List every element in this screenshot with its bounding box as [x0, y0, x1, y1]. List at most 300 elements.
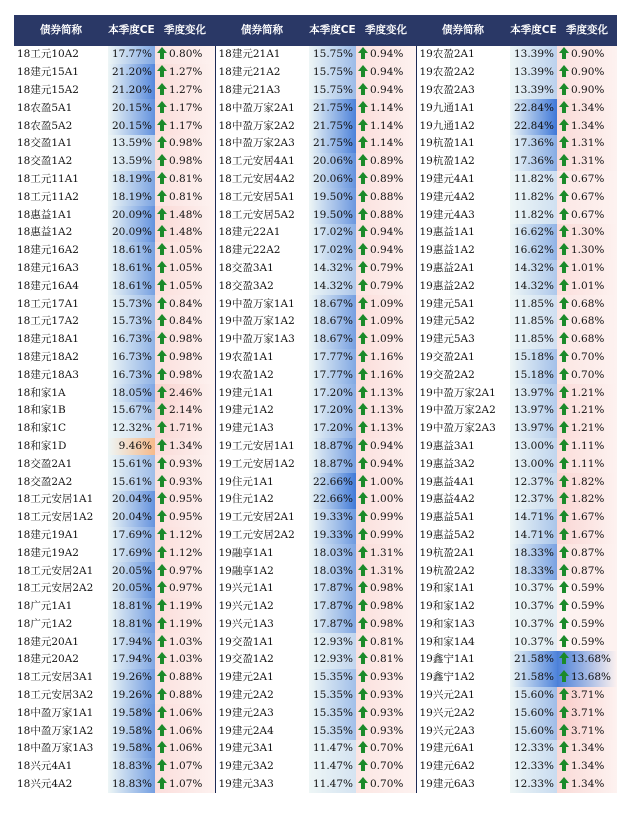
ce-value-cell: 21.20%	[108, 82, 155, 100]
header-change-2: 季度变化	[356, 15, 416, 45]
change-value: 1.31%	[370, 564, 404, 577]
table-row	[14, 153, 617, 171]
ce-value-cell: 17.20%	[309, 420, 356, 438]
bond-name-cell: 19惠益3A1	[419, 439, 475, 452]
ce-value-cell: 13.97%	[510, 402, 557, 420]
table-row	[14, 45, 617, 64]
ce-value-cell: 17.94%	[108, 651, 155, 669]
bond-name-cell: 19兴元1A3	[218, 617, 274, 630]
ce-value-cell: 13.39%	[510, 64, 557, 82]
change-value: 0.67%	[571, 208, 605, 221]
up-arrow-icon	[358, 47, 368, 53]
up-arrow-icon	[157, 617, 167, 623]
ce-value-cell: 16.73%	[108, 366, 155, 384]
table-row	[14, 438, 617, 456]
change-value: 1.67%	[571, 528, 605, 541]
quarter-change-cell	[557, 224, 617, 242]
quarter-change-cell	[155, 188, 215, 206]
ce-value-cell: 21.75%	[309, 117, 356, 135]
bond-name-cell: 19建元4A2	[419, 190, 475, 203]
change-value: 0.93%	[370, 706, 404, 719]
quarter-change-cell	[356, 260, 416, 278]
bond-name-cell: 18工元安居2A2	[17, 582, 94, 595]
change-value: 1.48%	[169, 208, 203, 221]
bond-name-cell: 18建元15A2	[17, 83, 79, 96]
quarter-change-cell	[155, 509, 215, 527]
up-arrow-icon	[358, 492, 368, 498]
up-arrow-icon	[157, 101, 167, 107]
change-value: 0.98%	[169, 368, 203, 381]
bond-name-cell: 18中盈万家1A1	[17, 706, 94, 719]
change-value: 1.34%	[571, 742, 605, 755]
bond-name-cell: 19建元2A4	[218, 724, 274, 737]
change-value: 0.59%	[571, 582, 605, 595]
bond-name-cell: 18中盈万家2A3	[218, 137, 295, 150]
change-value: 0.94%	[370, 48, 404, 61]
change-value: 1.09%	[370, 315, 404, 328]
table-row	[14, 420, 617, 438]
quarter-change-cell	[557, 366, 617, 384]
ce-value-cell: 20.15%	[108, 117, 155, 135]
bond-name-cell: 19惠益2A1	[419, 261, 475, 274]
ce-value-cell: 10.37%	[510, 616, 557, 634]
up-arrow-icon	[157, 724, 167, 730]
ce-value-cell: 20.05%	[108, 562, 155, 580]
change-value: 1.31%	[571, 137, 605, 150]
bond-name-cell: 19农盈2A2	[419, 66, 475, 79]
ce-value-cell: 12.37%	[510, 491, 557, 509]
ce-value-cell: 12.33%	[510, 776, 557, 794]
ce-value-cell: 15.73%	[108, 313, 155, 331]
ce-value-cell: 17.77%	[108, 45, 155, 64]
bond-name-cell: 19中盈万家2A1	[419, 386, 496, 399]
up-arrow-icon	[157, 492, 167, 498]
change-value: 0.70%	[571, 368, 605, 381]
bond-name-cell: 18和家1B	[17, 404, 66, 417]
ce-value-cell: 13.00%	[510, 455, 557, 473]
up-arrow-icon	[559, 759, 569, 765]
change-value: 0.81%	[370, 653, 404, 666]
change-value: 2.14%	[169, 404, 203, 417]
quarter-change-cell	[155, 135, 215, 153]
change-value: 1.82%	[571, 475, 605, 488]
up-arrow-icon	[559, 136, 569, 142]
quarter-change-cell	[356, 704, 416, 722]
bond-name-cell: 19交盈1A1	[218, 635, 274, 648]
quarter-change-cell	[557, 153, 617, 171]
ce-value-cell: 15.67%	[108, 402, 155, 420]
bond-name-cell: 18和家1D	[17, 439, 67, 452]
table-row	[14, 491, 617, 509]
table-row	[14, 651, 617, 669]
change-value: 0.95%	[169, 493, 203, 506]
up-arrow-icon	[157, 83, 167, 89]
up-arrow-icon	[358, 403, 368, 409]
ce-value-cell: 12.93%	[309, 651, 356, 669]
bond-name-cell: 19和家1A3	[419, 617, 475, 630]
ce-value-cell: 19.26%	[108, 687, 155, 705]
table-row	[14, 740, 617, 758]
change-value: 1.21%	[571, 386, 605, 399]
quarter-change-cell	[557, 242, 617, 260]
quarter-change-cell	[557, 260, 617, 278]
quarter-change-cell	[356, 331, 416, 349]
ce-value-cell: 21.75%	[309, 99, 356, 117]
quarter-change-cell	[356, 580, 416, 598]
table-row	[14, 366, 617, 384]
bond-name-cell: 19建元1A3	[218, 422, 274, 435]
bond-name-cell: 19工元安居2A2	[218, 528, 295, 541]
quarter-change-cell	[155, 313, 215, 331]
bond-name-cell: 19杭盈1A2	[419, 155, 475, 168]
up-arrow-icon	[559, 475, 569, 481]
change-value: 1.17%	[169, 101, 203, 114]
ce-value-cell: 13.97%	[510, 420, 557, 438]
quarter-change-cell	[155, 598, 215, 616]
ce-value-cell: 21.75%	[309, 135, 356, 153]
table-row	[14, 64, 617, 82]
ce-value-cell: 19.26%	[108, 669, 155, 687]
quarter-change-cell	[155, 758, 215, 776]
quarter-change-cell	[155, 99, 215, 117]
change-value: 1.27%	[169, 83, 203, 96]
quarter-change-cell	[356, 473, 416, 491]
change-value: 1.07%	[169, 778, 203, 791]
bond-name-cell: 18惠益1A2	[17, 226, 73, 239]
bond-name-cell: 19工元安居1A2	[218, 457, 295, 470]
quarter-change-cell	[557, 455, 617, 473]
up-arrow-icon	[358, 368, 368, 374]
bond-name-cell: 18农盈5A1	[17, 101, 73, 114]
quarter-change-cell	[356, 491, 416, 509]
bond-name-cell: 18中盈万家1A2	[17, 724, 94, 737]
quarter-change-cell	[356, 117, 416, 135]
bond-name-cell: 18建元16A2	[17, 244, 79, 257]
change-value: 1.13%	[370, 422, 404, 435]
change-value: 1.34%	[571, 119, 605, 132]
quarter-change-cell	[155, 366, 215, 384]
ce-value-cell: 9.46%	[108, 438, 155, 456]
up-arrow-icon	[157, 172, 167, 178]
bond-name-cell: 19惠益2A2	[419, 279, 475, 292]
up-arrow-icon	[157, 759, 167, 765]
change-value: 0.84%	[169, 297, 203, 310]
change-value: 0.94%	[370, 244, 404, 257]
ce-value-cell: 17.02%	[309, 242, 356, 260]
change-value: 1.31%	[571, 155, 605, 168]
up-arrow-icon	[358, 670, 368, 676]
ce-value-cell: 17.20%	[309, 402, 356, 420]
ce-value-cell: 16.62%	[510, 242, 557, 260]
quarter-change-cell	[557, 135, 617, 153]
quarter-change-cell	[557, 651, 617, 669]
up-arrow-icon	[157, 688, 167, 694]
bond-name-cell: 18工元安居1A2	[17, 511, 94, 524]
quarter-change-cell	[557, 188, 617, 206]
ce-value-cell: 15.60%	[510, 687, 557, 705]
up-arrow-icon	[559, 190, 569, 196]
ce-value-cell: 18.03%	[309, 544, 356, 562]
bond-name-cell: 18广元1A1	[17, 600, 73, 613]
ce-value-cell: 15.35%	[309, 669, 356, 687]
bond-name-cell: 18惠益1A1	[17, 208, 73, 221]
up-arrow-icon	[157, 119, 167, 125]
up-arrow-icon	[157, 421, 167, 427]
change-value: 0.70%	[370, 778, 404, 791]
change-value: 0.81%	[370, 635, 404, 648]
change-value: 0.93%	[169, 457, 203, 470]
up-arrow-icon	[157, 279, 167, 285]
up-arrow-icon	[559, 492, 569, 498]
bond-name-cell: 18农盈5A2	[17, 119, 73, 132]
ce-change-table	[14, 15, 617, 793]
quarter-change-cell	[155, 117, 215, 135]
change-value: 0.99%	[370, 528, 404, 541]
up-arrow-icon	[559, 314, 569, 320]
bond-name-cell: 19中盈万家2A2	[419, 404, 496, 417]
change-value: 1.13%	[370, 404, 404, 417]
up-arrow-icon	[358, 314, 368, 320]
quarter-change-cell	[155, 45, 215, 64]
change-value: 1.01%	[571, 261, 605, 274]
up-arrow-icon	[358, 119, 368, 125]
up-arrow-icon	[358, 279, 368, 285]
quarter-change-cell	[155, 242, 215, 260]
ce-value-cell: 17.69%	[108, 544, 155, 562]
up-arrow-icon	[157, 368, 167, 374]
up-arrow-icon	[559, 741, 569, 747]
change-value: 1.71%	[169, 422, 203, 435]
quarter-change-cell	[356, 45, 416, 64]
ce-value-cell: 18.83%	[108, 758, 155, 776]
bond-name-cell: 19鑫宁1A2	[419, 671, 475, 684]
change-value: 0.70%	[370, 760, 404, 773]
change-value: 0.59%	[571, 600, 605, 613]
bond-name-cell: 18中盈万家2A1	[218, 101, 295, 114]
bond-name-cell: 19建元2A3	[218, 706, 274, 719]
ce-value-cell: 15.35%	[309, 722, 356, 740]
ce-value-cell: 18.67%	[309, 295, 356, 313]
up-arrow-icon	[157, 136, 167, 142]
change-value: 0.68%	[571, 315, 605, 328]
quarter-change-cell	[155, 402, 215, 420]
ce-value-cell: 20.05%	[108, 580, 155, 598]
ce-value-cell: 17.36%	[510, 153, 557, 171]
change-value: 1.07%	[169, 760, 203, 773]
bond-name-cell: 18和家1C	[17, 422, 67, 435]
change-value: 1.11%	[571, 457, 605, 470]
change-value: 1.48%	[169, 226, 203, 239]
quarter-change-cell	[155, 331, 215, 349]
quarter-change-cell	[557, 99, 617, 117]
quarter-change-cell	[155, 704, 215, 722]
quarter-change-cell	[155, 438, 215, 456]
bond-name-cell: 19建元5A1	[419, 297, 475, 310]
ce-value-cell: 16.62%	[510, 224, 557, 242]
ce-value-cell: 22.84%	[510, 117, 557, 135]
bond-name-cell: 18工元安居4A1	[218, 155, 295, 168]
ce-value-cell: 18.19%	[108, 171, 155, 189]
quarter-change-cell	[557, 527, 617, 545]
quarter-change-cell	[557, 722, 617, 740]
ce-value-cell: 18.87%	[309, 455, 356, 473]
quarter-change-cell	[557, 633, 617, 651]
quarter-change-cell	[557, 277, 617, 295]
bond-name-cell: 19融享1A2	[218, 564, 274, 577]
change-value: 0.93%	[370, 724, 404, 737]
bond-name-cell: 19农盈2A1	[419, 48, 475, 61]
quarter-change-cell	[155, 473, 215, 491]
bond-name-cell: 19九通1A2	[419, 119, 475, 132]
bond-name-cell: 19工元安居1A1	[218, 439, 295, 452]
quarter-change-cell	[356, 669, 416, 687]
table-row	[14, 669, 617, 687]
table-row	[14, 598, 617, 616]
up-arrow-icon	[358, 172, 368, 178]
bond-name-cell: 19建元6A1	[419, 742, 475, 755]
bond-name-cell: 18建元20A2	[17, 653, 79, 666]
table-row	[14, 117, 617, 135]
ce-value-cell: 19.58%	[108, 722, 155, 740]
header-ce-1: 本季度CE	[108, 15, 155, 45]
change-value: 1.34%	[571, 760, 605, 773]
change-value: 0.87%	[571, 564, 605, 577]
ce-value-cell: 19.33%	[309, 527, 356, 545]
change-value: 1.05%	[169, 279, 203, 292]
quarter-change-cell	[557, 64, 617, 82]
bond-name-cell: 18交盈1A1	[17, 137, 73, 150]
up-arrow-icon	[358, 564, 368, 570]
bond-name-cell: 18工元安居4A2	[218, 172, 295, 185]
bond-name-cell: 18工元安居2A1	[17, 564, 94, 577]
up-arrow-icon	[157, 439, 167, 445]
quarter-change-cell	[356, 758, 416, 776]
change-value: 1.06%	[169, 706, 203, 719]
table-row	[14, 455, 617, 473]
change-value: 0.98%	[169, 333, 203, 346]
change-value: 0.94%	[370, 66, 404, 79]
ce-value-cell: 17.77%	[309, 366, 356, 384]
ce-value-cell: 15.18%	[510, 349, 557, 367]
bond-name-cell: 18建元18A2	[17, 350, 79, 363]
change-value: 0.98%	[370, 617, 404, 630]
ce-value-cell: 19.50%	[309, 206, 356, 224]
change-value: 1.82%	[571, 493, 605, 506]
up-arrow-icon	[157, 706, 167, 712]
bond-name-cell: 19中盈万家1A1	[218, 297, 295, 310]
quarter-change-cell	[557, 758, 617, 776]
change-value: 0.79%	[370, 279, 404, 292]
quarter-change-cell	[356, 598, 416, 616]
quarter-change-cell	[155, 295, 215, 313]
change-value: 0.59%	[571, 635, 605, 648]
quarter-change-cell	[155, 722, 215, 740]
table-row	[14, 633, 617, 651]
quarter-change-cell	[356, 188, 416, 206]
change-value: 0.95%	[169, 511, 203, 524]
quarter-change-cell	[557, 509, 617, 527]
bond-name-cell: 19惠益4A2	[419, 493, 475, 506]
ce-value-cell: 15.35%	[309, 704, 356, 722]
up-arrow-icon	[358, 208, 368, 214]
quarter-change-cell	[557, 669, 617, 687]
up-arrow-icon	[157, 225, 167, 231]
quarter-change-cell	[557, 598, 617, 616]
up-arrow-icon	[559, 208, 569, 214]
up-arrow-icon	[358, 136, 368, 142]
bond-name-cell: 18兴元4A1	[17, 760, 73, 773]
quarter-change-cell	[356, 562, 416, 580]
ce-value-cell: 11.47%	[309, 776, 356, 794]
bond-name-cell: 18工元安居3A1	[17, 671, 94, 684]
ce-value-cell: 21.58%	[510, 669, 557, 687]
quarter-change-cell	[356, 82, 416, 100]
quarter-change-cell	[155, 455, 215, 473]
table-row	[14, 473, 617, 491]
bond-name-cell: 19鑫宁1A1	[419, 653, 475, 666]
change-value: 0.81%	[169, 172, 203, 185]
ce-value-cell: 11.82%	[510, 171, 557, 189]
up-arrow-icon	[157, 777, 167, 783]
quarter-change-cell	[155, 82, 215, 100]
bond-name-cell: 19惠益5A2	[419, 528, 475, 541]
change-value: 1.09%	[370, 333, 404, 346]
change-value: 3.71%	[571, 689, 605, 702]
bond-name-cell: 19工元安居2A1	[218, 511, 295, 524]
table-row	[14, 260, 617, 278]
table-body	[14, 45, 617, 793]
table-row	[14, 99, 617, 117]
table-row	[14, 313, 617, 331]
bond-name-cell: 18广元1A2	[17, 617, 73, 630]
up-arrow-icon	[358, 475, 368, 481]
ce-value-cell: 21.58%	[510, 651, 557, 669]
quarter-change-cell	[155, 349, 215, 367]
ce-value-cell: 14.71%	[510, 509, 557, 527]
bond-name-cell: 19兴元1A1	[218, 582, 274, 595]
ce-value-cell: 14.71%	[510, 527, 557, 545]
up-arrow-icon	[358, 528, 368, 534]
change-value: 0.99%	[370, 511, 404, 524]
ce-value-cell: 11.85%	[510, 295, 557, 313]
up-arrow-icon	[157, 652, 167, 658]
up-arrow-icon	[358, 617, 368, 623]
ce-value-cell: 17.20%	[309, 384, 356, 402]
change-value: 0.87%	[571, 546, 605, 559]
change-value: 1.30%	[571, 226, 605, 239]
table-row	[14, 758, 617, 776]
quarter-change-cell	[356, 295, 416, 313]
ce-value-cell: 11.85%	[510, 331, 557, 349]
change-value: 1.34%	[571, 101, 605, 114]
change-value: 0.90%	[571, 83, 605, 96]
quarter-change-cell	[356, 455, 416, 473]
table-row	[14, 171, 617, 189]
table-row	[14, 82, 617, 100]
change-value: 0.88%	[169, 689, 203, 702]
up-arrow-icon	[157, 332, 167, 338]
ce-value-cell: 21.20%	[108, 64, 155, 82]
up-arrow-icon	[559, 528, 569, 534]
up-arrow-icon	[559, 635, 569, 641]
change-value: 1.14%	[370, 101, 404, 114]
change-value: 1.21%	[571, 422, 605, 435]
header-change-1: 季度变化	[155, 15, 215, 45]
ce-value-cell: 18.67%	[309, 331, 356, 349]
bond-name-cell: 18交盈3A1	[218, 261, 274, 274]
change-value: 1.11%	[571, 439, 605, 452]
change-value: 0.89%	[370, 172, 404, 185]
